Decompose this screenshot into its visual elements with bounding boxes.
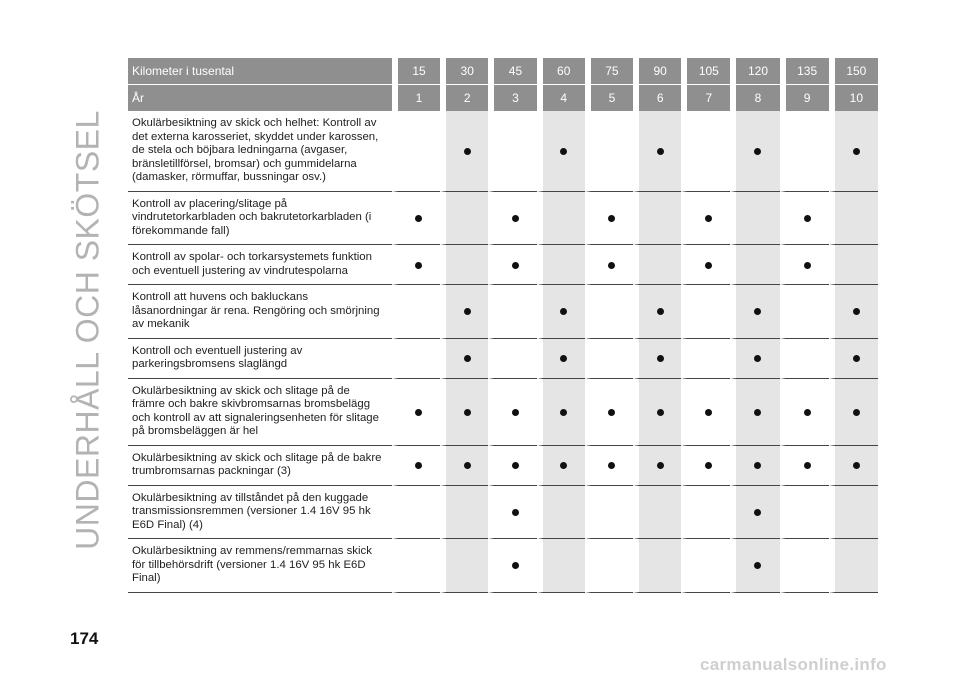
scheduled-dot-icon (705, 462, 712, 469)
scheduled-dot-icon (853, 355, 860, 362)
schedule-cell (440, 111, 488, 192)
scheduled-dot-icon (512, 462, 519, 469)
schedule-cell (829, 539, 878, 593)
schedule-cell (780, 245, 829, 285)
schedule-cell (829, 245, 878, 285)
schedule-row-description: Okulärbesiktning av remmens/remmarnas skick för tillbehörsdrift (versioner 1.4 16V 95 hk E6D Final) (128, 539, 392, 593)
year-header-cell: 8 (730, 84, 779, 111)
schedule-row (128, 339, 878, 379)
schedule-cell (537, 379, 585, 446)
schedule-cell (537, 446, 585, 486)
schedule-cell (585, 285, 633, 339)
schedule-cell (829, 486, 878, 540)
kilometer-header-cell: 120 (730, 58, 779, 84)
schedule-cell (633, 285, 681, 339)
scheduled-dot-icon (560, 355, 567, 362)
kilometer-header-cell: 15 (392, 58, 440, 84)
scheduled-dot-icon (560, 148, 567, 155)
schedule-cell (681, 111, 730, 192)
schedule-cell (392, 446, 440, 486)
year-header-cell: 3 (488, 84, 536, 111)
schedule-cell (440, 486, 488, 540)
scheduled-dot-icon (754, 308, 761, 315)
schedule-cell (585, 539, 633, 593)
schedule-cell (488, 486, 536, 540)
scheduled-dot-icon (560, 409, 567, 416)
scheduled-dot-icon (657, 308, 664, 315)
schedule-cell (633, 111, 681, 192)
schedule-cell (633, 539, 681, 593)
schedule-cell (488, 285, 536, 339)
maintenance-schedule-table (128, 58, 878, 593)
year-header-cell: 10 (829, 84, 878, 111)
scheduled-dot-icon (415, 462, 422, 469)
scheduled-dot-icon (853, 462, 860, 469)
schedule-cell (730, 339, 779, 379)
schedule-cell (730, 192, 779, 246)
scheduled-dot-icon (608, 462, 615, 469)
schedule-cell (440, 245, 488, 285)
scheduled-dot-icon (608, 409, 615, 416)
schedule-cell (488, 446, 536, 486)
schedule-cell (585, 111, 633, 192)
scheduled-dot-icon (804, 462, 811, 469)
scheduled-dot-icon (464, 308, 471, 315)
schedule-cell (537, 111, 585, 192)
schedule-cell (440, 539, 488, 593)
schedule-cell (730, 111, 779, 192)
scheduled-dot-icon (464, 148, 471, 155)
schedule-row-description: Okulärbesiktning av tillståndet på den kuggade transmissionsremmen (versioner 1.4 16V 95 hk E6D Final) (4) (128, 486, 392, 540)
schedule-cell (780, 379, 829, 446)
schedule-cell (488, 379, 536, 446)
scheduled-dot-icon (754, 462, 761, 469)
schedule-cell (392, 339, 440, 379)
schedule-cell (633, 245, 681, 285)
kilometer-header-cell: 150 (829, 58, 878, 84)
schedule-cell (829, 111, 878, 192)
scheduled-dot-icon (512, 509, 519, 516)
schedule-row (128, 379, 878, 446)
schedule-cell (488, 539, 536, 593)
schedule-cell (537, 339, 585, 379)
scheduled-dot-icon (512, 215, 519, 222)
schedule-cell (585, 192, 633, 246)
schedule-cell (585, 446, 633, 486)
scheduled-dot-icon (512, 262, 519, 269)
schedule-cell (488, 111, 536, 192)
scheduled-dot-icon (560, 462, 567, 469)
scheduled-dot-icon (464, 462, 471, 469)
schedule-cell (633, 446, 681, 486)
schedule-cell (392, 245, 440, 285)
scheduled-dot-icon (415, 215, 422, 222)
scheduled-dot-icon (657, 148, 664, 155)
schedule-cell (681, 379, 730, 446)
scheduled-dot-icon (512, 562, 519, 569)
schedule-cell (392, 486, 440, 540)
schedule-row (128, 245, 878, 285)
schedule-cell (537, 245, 585, 285)
kilometer-header-cell: 45 (488, 58, 536, 84)
schedule-cell (681, 339, 730, 379)
schedule-cell (633, 339, 681, 379)
scheduled-dot-icon (705, 262, 712, 269)
year-header-cell: 5 (585, 84, 633, 111)
scheduled-dot-icon (705, 215, 712, 222)
year-header-cell: 2 (440, 84, 488, 111)
kilometer-header-cell: 135 (780, 58, 829, 84)
schedule-row (128, 192, 878, 246)
schedule-cell (440, 192, 488, 246)
footer-watermark: carmanualsonline.info (700, 655, 887, 674)
schedule-cell (829, 192, 878, 246)
schedule-cell (440, 379, 488, 446)
kilometer-header-cell: 30 (440, 58, 488, 84)
schedule-cell (730, 245, 779, 285)
schedule-cell (392, 285, 440, 339)
kilometer-header-cell: 60 (537, 58, 585, 84)
year-header-cell: 6 (633, 84, 681, 111)
schedule-row (128, 285, 878, 339)
year-header-row (128, 84, 878, 111)
scheduled-dot-icon (560, 308, 567, 315)
scheduled-dot-icon (657, 462, 664, 469)
schedule-cell (780, 539, 829, 593)
scheduled-dot-icon (804, 409, 811, 416)
kilometer-header-row (128, 58, 878, 84)
schedule-cell (633, 379, 681, 446)
year-header-cell: 7 (681, 84, 730, 111)
schedule-row (128, 486, 878, 540)
schedule-cell (488, 192, 536, 246)
schedule-cell (829, 339, 878, 379)
schedule-row-description: Kontroll och eventuell justering av parkeringsbromsens slaglängd (128, 339, 392, 379)
year-header-cell: 4 (537, 84, 585, 111)
schedule-cell (780, 111, 829, 192)
scheduled-dot-icon (464, 355, 471, 362)
schedule-cell (681, 486, 730, 540)
kilometer-header-cell: 105 (681, 58, 730, 84)
schedule-cell (730, 285, 779, 339)
scheduled-dot-icon (705, 409, 712, 416)
kilometer-header-cell: 75 (585, 58, 633, 84)
schedule-cell (537, 539, 585, 593)
schedule-cell (681, 245, 730, 285)
schedule-cell (488, 339, 536, 379)
schedule-cell (440, 285, 488, 339)
schedule-cell (392, 539, 440, 593)
schedule-row-description: Kontroll av placering/slitage på vindrutetorkarbladen och bakrutetorkarbladen (i förekommande fall) (128, 192, 392, 246)
schedule-row (128, 446, 878, 486)
schedule-cell (585, 245, 633, 285)
schedule-cell (633, 486, 681, 540)
schedule-cell (780, 285, 829, 339)
scheduled-dot-icon (608, 215, 615, 222)
scheduled-dot-icon (853, 409, 860, 416)
schedule-cell (681, 539, 730, 593)
schedule-row-description: Kontroll av spolar- och torkarsystemets funktion och eventuell justering av vindrutespolarna (128, 245, 392, 285)
schedule-cell (585, 339, 633, 379)
schedule-row-description: Okulärbesiktning av skick och slitage på de främre och bakre skivbromsarnas bromsbelägg och kontroll av att signaleringsenheten för slitage på bromsbeläggen är hel (128, 379, 392, 446)
kilometer-header-label: Kilometer i tusental (128, 58, 392, 84)
schedule-cell (585, 486, 633, 540)
schedule-cell (488, 245, 536, 285)
schedule-cell (780, 339, 829, 379)
year-header-label: År (128, 84, 392, 111)
schedule-row (128, 539, 878, 593)
schedule-cell (829, 446, 878, 486)
schedule-cell (537, 285, 585, 339)
year-header-cell: 1 (392, 84, 440, 111)
schedule-cell (537, 486, 585, 540)
section-title-text: UNDERHÅLL OCH SKÖTSEL (69, 110, 106, 550)
page-number: 174 (70, 629, 99, 648)
schedule-cell (681, 192, 730, 246)
scheduled-dot-icon (512, 409, 519, 416)
schedule-cell (780, 486, 829, 540)
schedule-cell (537, 192, 585, 246)
schedule-cell (681, 446, 730, 486)
schedule-cell (780, 192, 829, 246)
schedule-cell (730, 379, 779, 446)
schedule-cell (392, 192, 440, 246)
schedule-cell (585, 379, 633, 446)
scheduled-dot-icon (754, 355, 761, 362)
scheduled-dot-icon (804, 215, 811, 222)
schedule-cell (392, 379, 440, 446)
schedule-cell (440, 339, 488, 379)
scheduled-dot-icon (754, 409, 761, 416)
schedule-cell (780, 446, 829, 486)
scheduled-dot-icon (853, 148, 860, 155)
scheduled-dot-icon (754, 148, 761, 155)
schedule-row-description: Okulärbesiktning av skick och slitage på de bakre trumbromsarnas packningar (3) (128, 446, 392, 486)
scheduled-dot-icon (804, 262, 811, 269)
schedule-row (128, 111, 878, 192)
scheduled-dot-icon (853, 308, 860, 315)
scheduled-dot-icon (657, 409, 664, 416)
schedule-rows (128, 111, 878, 593)
schedule-cell (829, 379, 878, 446)
schedule-cell (440, 446, 488, 486)
scheduled-dot-icon (608, 262, 615, 269)
kilometer-header-cell: 90 (633, 58, 681, 84)
scheduled-dot-icon (415, 262, 422, 269)
scheduled-dot-icon (657, 355, 664, 362)
schedule-cell (730, 486, 779, 540)
year-header-cell: 9 (780, 84, 829, 111)
schedule-cell (730, 539, 779, 593)
scheduled-dot-icon (754, 562, 761, 569)
schedule-row-description: Kontroll att huvens och bakluckans låsanordningar är rena. Rengöring och smörjning av mekanik (128, 285, 392, 339)
schedule-cell (681, 285, 730, 339)
scheduled-dot-icon (464, 409, 471, 416)
schedule-cell (392, 111, 440, 192)
schedule-cell (730, 446, 779, 486)
scheduled-dot-icon (415, 409, 422, 416)
schedule-cell (633, 192, 681, 246)
schedule-cell (829, 285, 878, 339)
schedule-row-description: Okulärbesiktning av skick och helhet: Kontroll av det externa karosseriet, skyddet under karossen, de stela och böjbara ledningarna (avgaser, bränsletillförsel, bromsar) och gummidelarna (damasker, rörmuffar, bussningar osv.) (128, 111, 392, 192)
scheduled-dot-icon (754, 509, 761, 516)
